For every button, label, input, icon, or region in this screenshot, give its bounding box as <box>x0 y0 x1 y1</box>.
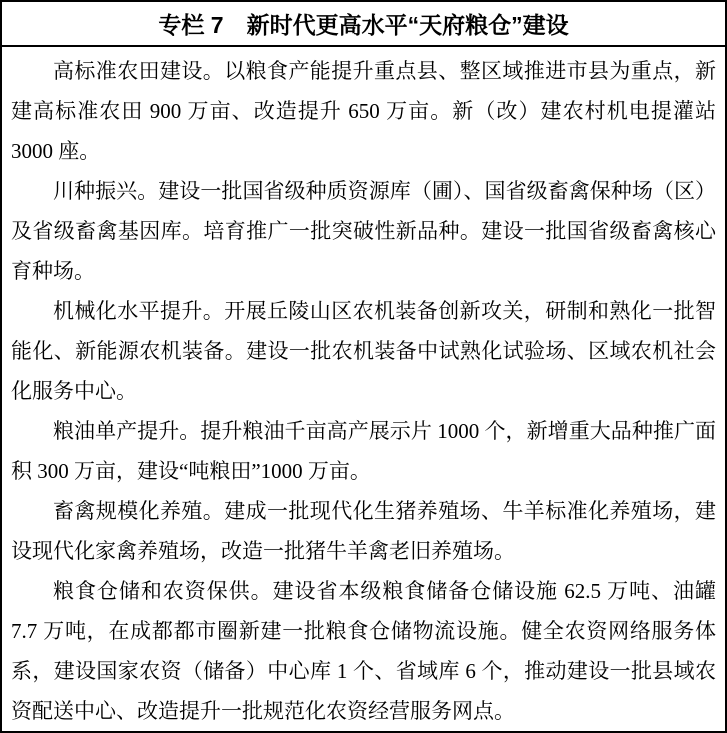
paragraph <box>11 171 716 291</box>
paragraph-lead: 机械化水平提升。 <box>53 299 225 323</box>
paragraph <box>11 291 716 411</box>
paragraph-lead: 粮食仓储和农资保供。 <box>53 579 273 603</box>
paragraph-text: 提升粮油千亩高产展示片 1000 个，新增重大品种推广面积 300 万亩，建设“吨粮田”1000 万亩。 <box>11 419 717 483</box>
paragraph <box>11 491 716 571</box>
paragraph-text: 以粮食产能提升重点县、整区域推进市县为重点，新建高标准农田 900 万亩、改造提升 650 万亩。新（改）建农村机电提灌站 3000 座。 <box>11 59 717 163</box>
paragraph-lead: 畜禽规模化养殖。 <box>53 499 225 523</box>
paragraph-lead: 高标准农田建设。 <box>53 59 225 83</box>
paragraph <box>11 411 716 491</box>
paragraph-text: 建设省本级粮食储备仓储设施 62.5 万吨、油罐 7.7 万吨，在成都都市圈新建一批粮食仓储物流设施。健全农资网络服务体系，建设国家农资（储备）中心库 1 个、省域库 6 个，推动建设一批县域农资配送中心、改造提升一批规范化农资经营服务网点。 <box>11 579 717 723</box>
column-title: 专栏 7 新时代更高水平“天府粮仓”建设 <box>2 2 725 47</box>
paragraph-text: 建设一批国省级种质资源库（圃）、国省级畜禽保种场（区）及省级畜禽基因库。培育推广一批突破性新品种。建设一批国省级畜禽核心育种场。 <box>11 179 717 283</box>
paragraph-lead: 川种振兴。 <box>53 179 159 203</box>
column-body <box>2 47 725 731</box>
paragraph-lead: 粮油单产提升。 <box>53 419 201 443</box>
paragraph <box>11 51 716 171</box>
paragraph-text: 开展丘陵山区农机装备创新攻关，研制和熟化一批智能化、新能源农机装备。建设一批农机装备中试熟化试验场、区域农机社会化服务中心。 <box>11 299 717 403</box>
paragraph <box>11 571 716 731</box>
paragraph-text: 建成一批现代化生猪养殖场、牛羊标准化养殖场，建设现代化家禽养殖场，改造一批猪牛羊禽老旧养殖场。 <box>11 499 717 563</box>
